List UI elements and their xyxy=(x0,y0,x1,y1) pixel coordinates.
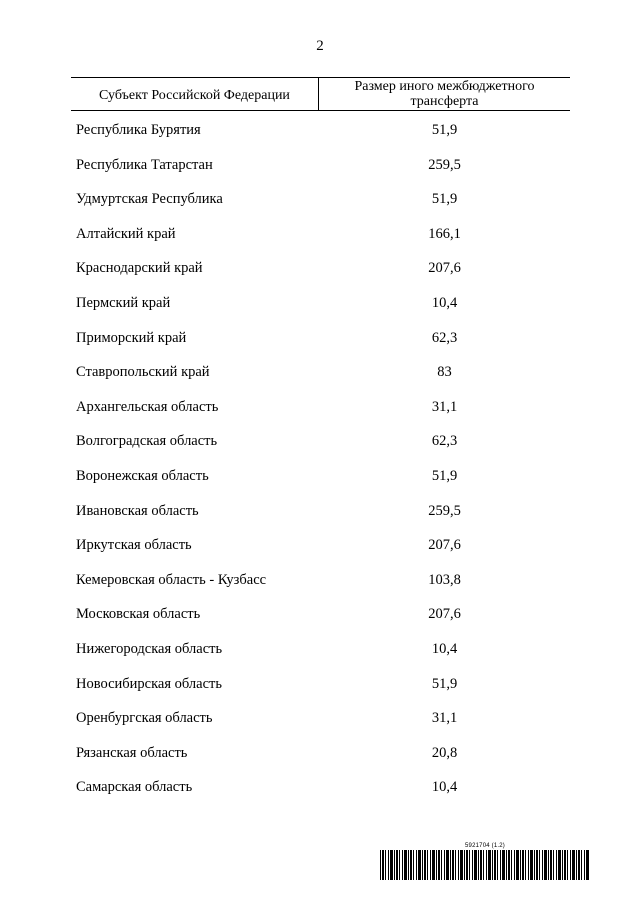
header-amount: Размер иного межбюджетного трансферта xyxy=(354,79,535,109)
amount-cell: 51,9 xyxy=(431,675,458,692)
table-row xyxy=(71,745,570,780)
subject-cell: Архангельская область xyxy=(76,398,219,415)
table-row xyxy=(71,399,570,434)
table-row xyxy=(71,710,570,745)
subject-cell: Ивановская область xyxy=(76,502,199,519)
amount-cell: 20,8 xyxy=(431,744,458,761)
subject-cell: Самарская область xyxy=(76,779,193,796)
table-row xyxy=(71,779,570,814)
table-body xyxy=(71,122,570,814)
subject-cell: Республика Татарстан xyxy=(76,156,213,173)
table-row xyxy=(71,260,570,295)
amount-cell: 51,9 xyxy=(431,467,458,484)
table-header xyxy=(71,77,570,111)
amount-cell: 10,4 xyxy=(431,779,458,796)
table-row xyxy=(71,122,570,157)
amount-cell: 10,4 xyxy=(431,640,458,657)
subject-cell: Краснодарский край xyxy=(76,260,203,277)
subject-cell: Республика Бурятия xyxy=(76,122,201,138)
table-row xyxy=(71,572,570,607)
barcode-image xyxy=(380,850,590,880)
page-number: 2 xyxy=(316,38,324,54)
table-row xyxy=(71,157,570,192)
amount-cell: 62,3 xyxy=(431,433,458,450)
table-row xyxy=(71,433,570,468)
amount-cell: 83 xyxy=(437,364,452,381)
amount-cell: 31,1 xyxy=(431,398,458,415)
subject-cell: Воронежская область xyxy=(76,467,209,484)
subject-cell: Рязанская область xyxy=(76,744,188,761)
table-row xyxy=(71,468,570,503)
subject-cell: Новосибирская область xyxy=(76,675,222,692)
subject-cell: Кемеровская область - Кузбасс xyxy=(76,571,267,588)
barcode-label: 5921704 (1.2) xyxy=(465,843,505,849)
table-row xyxy=(71,606,570,641)
amount-cell: 207,6 xyxy=(428,260,461,277)
subject-cell: Нижегородская область xyxy=(76,640,223,657)
table-row xyxy=(71,226,570,261)
amount-cell: 207,6 xyxy=(428,537,461,554)
subject-cell: Пермский край xyxy=(76,294,171,311)
table-row xyxy=(71,537,570,572)
subject-cell: Волгоградская область xyxy=(76,433,218,450)
table-row xyxy=(71,295,570,330)
table-row xyxy=(71,191,570,226)
amount-cell: 51,9 xyxy=(431,122,458,138)
subject-cell: Алтайский край xyxy=(76,225,176,242)
amount-cell: 259,5 xyxy=(428,156,461,173)
table-row xyxy=(71,364,570,399)
amount-cell: 10,4 xyxy=(431,294,458,311)
subject-cell: Московская область xyxy=(76,606,201,623)
amount-cell: 207,6 xyxy=(428,606,461,623)
transfer-table xyxy=(71,77,570,814)
table-row xyxy=(71,330,570,365)
subject-cell: Оренбургская область xyxy=(76,710,213,727)
subject-cell: Иркутская область xyxy=(76,537,192,554)
amount-cell: 103,8 xyxy=(428,571,461,588)
header-subject: Субъект Российской Федерации xyxy=(71,78,319,110)
amount-cell: 62,3 xyxy=(431,329,458,346)
amount-cell: 166,1 xyxy=(428,225,461,242)
subject-cell: Ставропольский край xyxy=(76,364,210,381)
subject-cell: Удмуртская Республика xyxy=(76,191,223,208)
table-row xyxy=(71,641,570,676)
barcode-block xyxy=(380,843,590,880)
table-row xyxy=(71,676,570,711)
subject-cell: Приморский край xyxy=(76,329,187,346)
table-row xyxy=(71,503,570,538)
amount-cell: 31,1 xyxy=(431,710,458,727)
amount-cell: 51,9 xyxy=(431,191,458,208)
amount-cell: 259,5 xyxy=(428,502,461,519)
